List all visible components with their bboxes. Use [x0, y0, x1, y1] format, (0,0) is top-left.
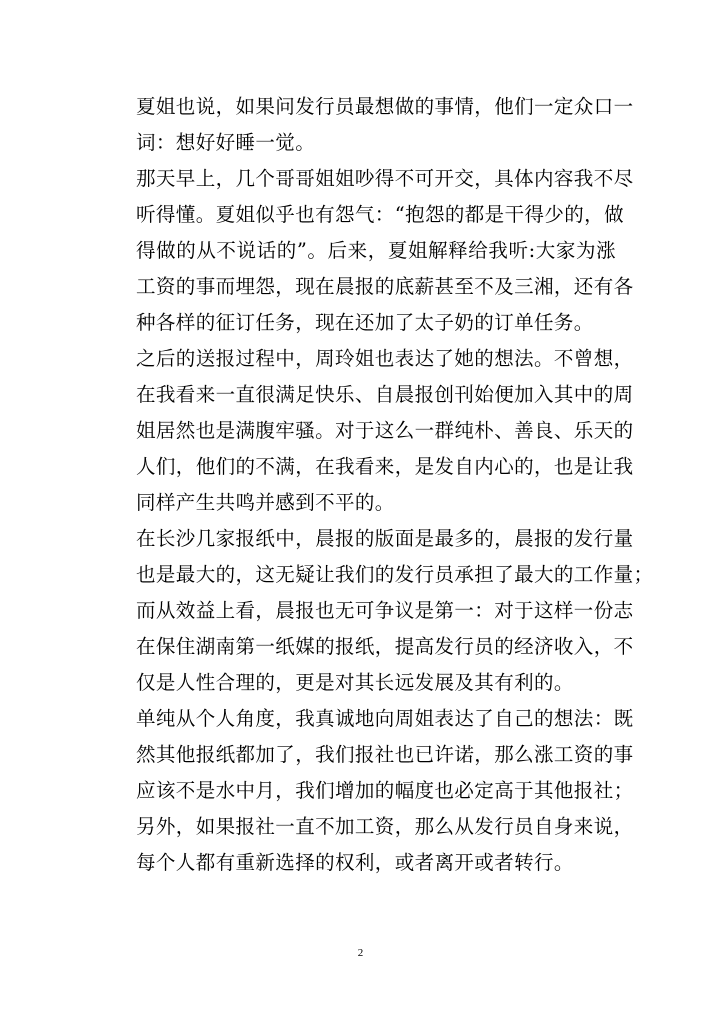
text-line: 另外，如果报社一直不加工资，那么从发行员自身来说，: [136, 815, 634, 838]
paragraph-4: [136, 521, 654, 701]
text-line: 单纯从个人角度，我真诚地向周姐表达了自己的想法：既: [136, 707, 634, 730]
text-line: 而从效益上看，晨报也无可争议是第一：对于这样一份志: [136, 599, 634, 622]
text-line: 每个人都有重新选择的权利，或者离开或者转行。: [136, 851, 574, 874]
text-line: 词：想好好睡一觉。: [136, 131, 316, 154]
text-line: 工资的事而埋怨，现在晨报的底薪甚至不及三湘，还有各: [136, 275, 634, 298]
text-line: 然其他报纸都加了，我们报社也已许诺，那么涨工资的事: [136, 743, 634, 766]
text-line: 夏姐也说，如果问发行员最想做的事情，他们一定众口一: [136, 95, 634, 118]
text-line: 同样产生共鸣并感到不平的。: [136, 491, 395, 514]
text-line: 在长沙几家报纸中，晨报的版面是最多的，晨报的发行量: [136, 527, 634, 550]
text-line: 得做的从不说话的”。后来，夏姐解释给我听:大家为涨: [136, 239, 616, 262]
text-line: 在我看来一直很满足快乐、自晨报创刊始便加入其中的周: [136, 383, 634, 406]
body-text: [136, 89, 654, 881]
text-line: 人们，他们的不满，在我看来，是发自内心的，也是让我: [136, 455, 634, 478]
text-line: 那天早上，几个哥哥姐姐吵得不可开交，具体内容我不尽: [136, 167, 634, 190]
text-line: 听得懂。夏姐似乎也有怨气：“抱怨的都是干得少的，做: [136, 203, 624, 226]
paragraph-1: [136, 89, 634, 161]
paragraph-3: [136, 341, 634, 521]
text-line: 应该不是水中月，我们增加的幅度也必定高于其他报社；: [136, 779, 634, 802]
page-number: 2: [357, 947, 364, 959]
text-line: 在保住湖南第一纸媒的报纸，提高发行员的经济收入，不: [136, 635, 634, 658]
paragraph-2: [136, 161, 634, 341]
text-line: 姐居然也是满腹牢骚。对于这么一群纯朴、善良、乐天的: [136, 419, 634, 442]
text-line: 仅是人性合理的，更是对其长远发展及其有利的。: [136, 671, 574, 694]
text-line: 之后的送报过程中，周玲姐也表达了她的想法。不曾想，: [136, 347, 634, 370]
text-line: 也是最大的，这无疑让我们的发行员承担了最大的工作量；: [136, 563, 654, 586]
paragraph-5: [136, 701, 634, 881]
text-line: 种各样的征订任务，现在还加了太子奶的订单任务。: [136, 311, 594, 334]
